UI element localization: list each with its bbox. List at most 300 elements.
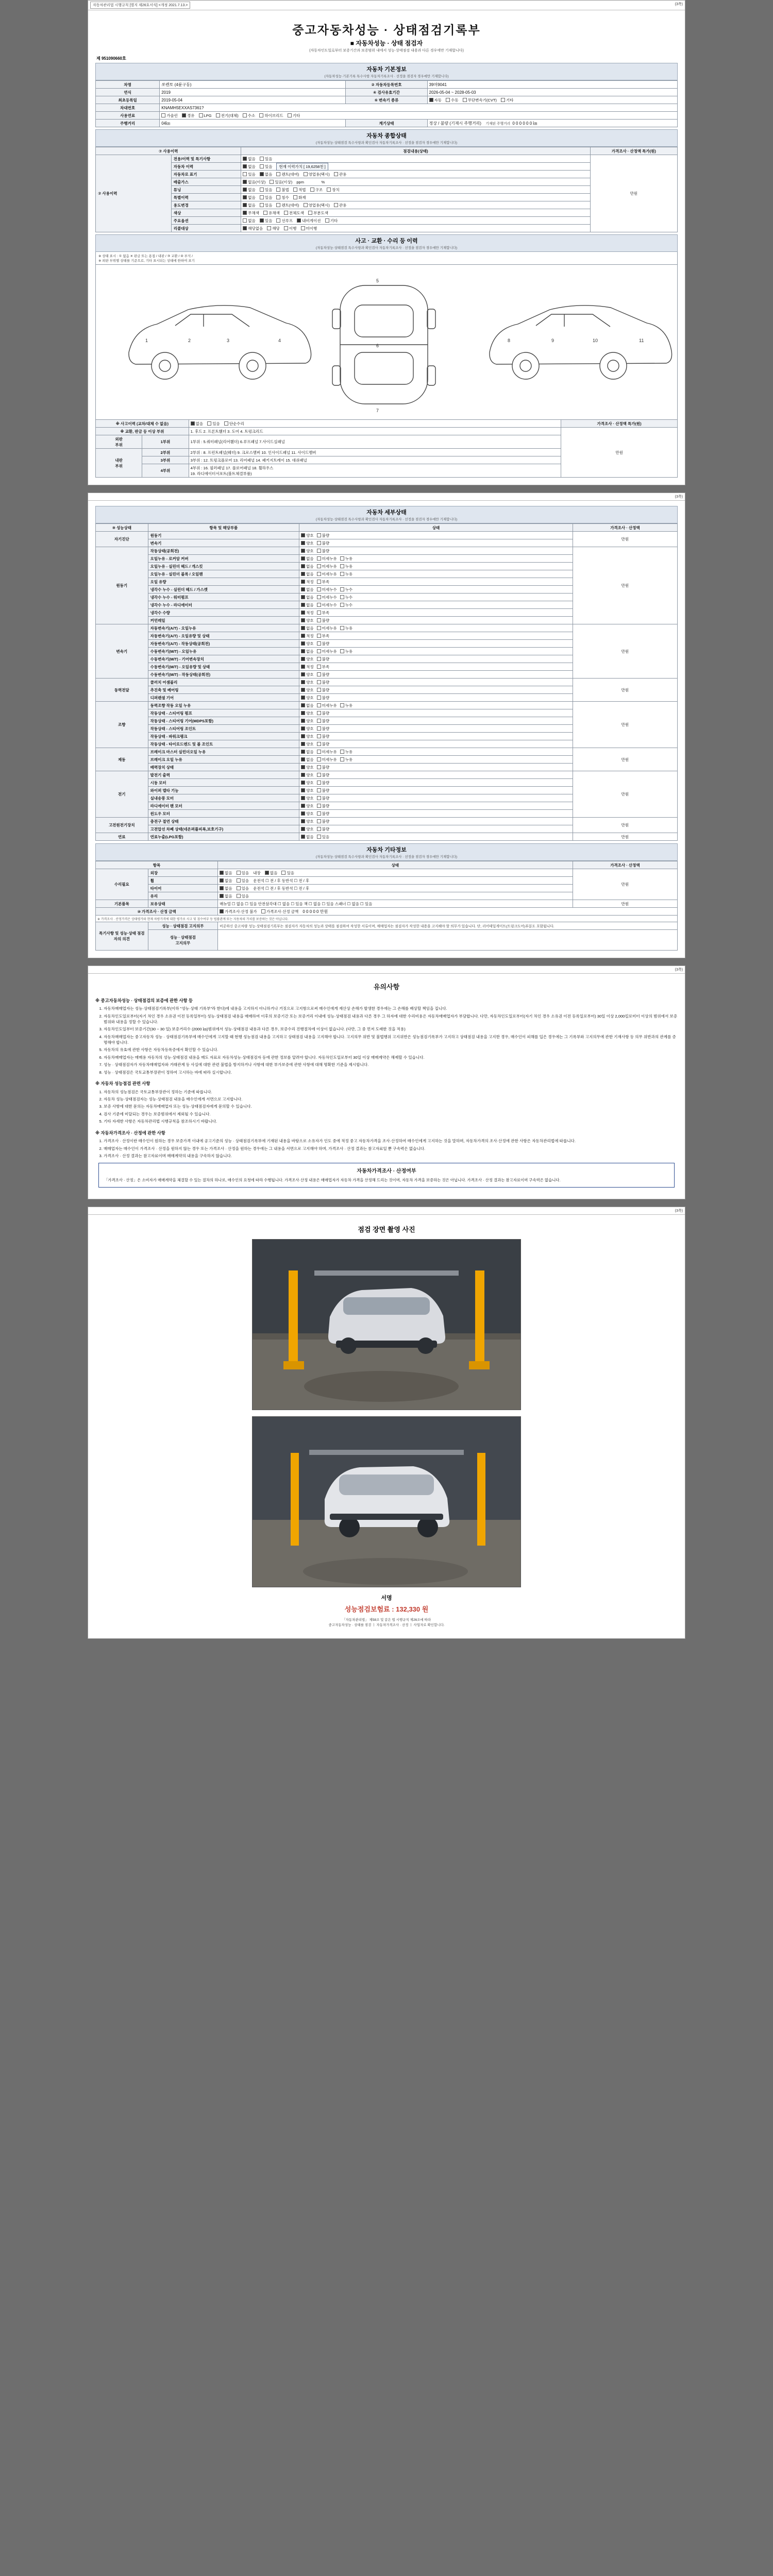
list-item: 3. 보증 사항에 대한 문의는 자동차매매업자 또는 성능·상태점검자에게 문의할 수 있습니다. xyxy=(104,1104,678,1109)
parts-value: 1. 후드 2. 프론트휀더 3. 도어 4. 트렁크리드 xyxy=(189,428,561,435)
state-option-0[interactable]: 양호 xyxy=(301,765,314,770)
row-label-carname: 차명 xyxy=(96,81,160,89)
emission-ng[interactable]: 있음(이상) xyxy=(270,179,292,185)
purpose-rent[interactable]: 렌트(대여) xyxy=(276,202,299,208)
detail-item-label: 연료누출(LPG포함) xyxy=(148,833,299,841)
repair-tire-value xyxy=(218,885,573,892)
state-option-1[interactable]: 불량 xyxy=(317,687,330,693)
row-value-recall xyxy=(241,225,590,232)
state-option-2[interactable]: 누유 xyxy=(340,571,353,577)
state-option-1[interactable]: 불량 xyxy=(317,795,330,801)
ext-none[interactable]: 없음 xyxy=(220,870,232,876)
footer-line-2: 중고자동차성능 · 상태를 점검 ㅣ 자동차가격조사 · 산정 ㅣ 사업자로 확인합니다. xyxy=(328,1623,445,1628)
state-option-0[interactable]: 양호 xyxy=(301,695,314,701)
price-amount: 0 0 0 0 0 만원 xyxy=(303,909,328,914)
tuning-none[interactable]: 없음 xyxy=(243,187,256,193)
row-value-carhistory xyxy=(241,163,590,171)
total-price-note: ※ 가격조사 · 산정가격은 상태평가와 현재 차량가격에 대한 평가로 사고 및 침수여부 등 법률관계 또는 자동차의 가치를 보증하는 것은 아닙니다. xyxy=(96,916,678,922)
state-option-2[interactable]: 누유 xyxy=(340,757,353,762)
state-option-0[interactable]: 양호 xyxy=(301,803,314,809)
carhistory-none[interactable]: 없음 xyxy=(243,164,256,170)
inner-panel-label: 내판 부위 xyxy=(96,449,142,478)
trans-option-auto[interactable]: 자동 xyxy=(429,97,442,103)
list-item: 8. 성능 · 상태점검은 국토교통부장관이 정하여 고시하는 바에 따라 실시합니다. xyxy=(104,1070,678,1075)
accident-none[interactable]: 없음 xyxy=(191,421,204,427)
inner-panel-value3: 3부위 : 12. 트렁크플로어 13. 리어패널 14. 패키지트레이 15. 대쉬패널 xyxy=(189,456,561,464)
state-option-1[interactable]: 불량 xyxy=(317,656,330,662)
state-option-1[interactable]: 부족 xyxy=(317,633,330,639)
usage-rent[interactable]: 렌트(대여) xyxy=(276,172,299,177)
fuel-option-etc[interactable]: 기타 xyxy=(288,113,300,118)
detail-item-state xyxy=(299,601,573,609)
options-etc[interactable]: 기타 xyxy=(325,218,338,224)
state-option-0[interactable]: 없음 xyxy=(301,571,314,577)
state-option-1[interactable]: 불량 xyxy=(317,788,330,793)
ext-yes[interactable]: 있음 xyxy=(237,870,249,876)
detail-item-state xyxy=(299,779,573,787)
usage-none[interactable]: 없음 xyxy=(260,172,273,177)
detail-item-state xyxy=(299,725,573,733)
state-option-2[interactable]: 누유 xyxy=(340,564,353,569)
state-option-1[interactable]: 미세누유 xyxy=(317,749,337,755)
state-option-1[interactable]: 불량 xyxy=(317,695,330,701)
tuning-illegal[interactable]: 불법 xyxy=(276,187,289,193)
tuning-device[interactable]: 장치 xyxy=(327,187,340,193)
options-yes[interactable]: 있음 xyxy=(260,218,273,224)
detail-item-state xyxy=(299,578,573,586)
table-row xyxy=(96,624,678,632)
int-yes[interactable]: 있음 xyxy=(281,870,294,876)
state-option-1[interactable]: 미세누유 xyxy=(317,757,337,762)
state-option-0[interactable]: 없음 xyxy=(301,595,314,600)
state-option-1[interactable]: 미세누수 xyxy=(317,602,337,608)
state-option-2[interactable]: 누수 xyxy=(340,602,353,608)
state-option-0[interactable]: 양호 xyxy=(301,780,314,786)
special-fire[interactable]: 화재 xyxy=(293,195,306,200)
special-none[interactable]: 없음 xyxy=(243,195,256,200)
repair-exterior-label: 외장 xyxy=(148,869,217,877)
tuning-structure[interactable]: 구조 xyxy=(310,187,323,193)
state-option-0[interactable]: 적정 xyxy=(301,633,314,639)
recall-na[interactable]: 해당없음 xyxy=(243,226,263,231)
row-label-color: 색상 xyxy=(171,209,241,217)
detail-group-price: 만원 xyxy=(573,532,677,547)
state-option-1[interactable]: 부족 xyxy=(317,610,330,616)
state-option-0[interactable]: 없음 xyxy=(301,625,314,631)
purpose-taxi[interactable]: 영업용(택시) xyxy=(304,202,330,208)
outer-panel-sub: 1부위 xyxy=(142,435,189,449)
section-band-accident-hint: (자동차성능·상태점검 특수사항과 확인검사 자동차기록조사 · 선정을 점검자 경우에만 기재합니다) xyxy=(315,246,458,250)
outer-panel-label: 외판 부위 xyxy=(96,435,142,449)
state-option-0[interactable]: 양호 xyxy=(301,533,314,538)
accident-history-value xyxy=(189,420,561,428)
detail-item-label: 작동상태 - 타이로드엔드 및 볼 조인트 xyxy=(148,740,299,748)
state-option-1[interactable]: 불량 xyxy=(317,618,330,623)
state-option-0[interactable]: 양호 xyxy=(301,680,314,685)
other-col-state: 상태 xyxy=(218,861,573,869)
state-option-1[interactable]: 미세누유 xyxy=(317,703,337,708)
detail-item-label: 윈도우 모터 xyxy=(148,810,299,818)
detail-item-label: 오일누유 - 실린더 블록 / 오일팬 xyxy=(148,570,299,578)
detail-item-label: 냉각수 누수 - 워터펌프 xyxy=(148,594,299,601)
inspection-photo-2 xyxy=(252,1416,521,1587)
table-row xyxy=(96,96,678,104)
table-row xyxy=(96,930,678,951)
detail-item-state xyxy=(299,740,573,748)
table-header-row xyxy=(96,524,678,532)
detail-item-state xyxy=(299,764,573,771)
section-band-detail: 자동차 세부상태 (자동차성능·상태점검 특수사항과 확인검사 자동차기록조사 · 선정을 점검자 경우에만 기재합니다) xyxy=(95,506,678,523)
detail-item-state xyxy=(299,624,573,632)
detail-item-state xyxy=(299,570,573,578)
carhistory-yes[interactable]: 있음 xyxy=(260,164,273,170)
tire-yes[interactable]: 있음 xyxy=(237,886,249,891)
state-option-0[interactable]: 양호 xyxy=(301,826,314,832)
state-option-1[interactable]: 미세누유 xyxy=(317,625,337,631)
notice-heading-1: ※ 중고자동차성능 · 상태점검의 보증에 관한 사항 등 xyxy=(95,997,193,1003)
row-label-recall: 리콜대상 xyxy=(171,225,241,232)
fuel-option-gasoline[interactable]: 가솔린 xyxy=(161,113,178,118)
footer-line-1: 「자동차관리법」 제58조 및 같은 법 시행규칙 제26조에 따라 xyxy=(342,1618,431,1622)
state-option-1[interactable]: 불량 xyxy=(317,780,330,786)
basic-info-table xyxy=(95,80,678,127)
state-option-1[interactable]: 미세누유 xyxy=(317,564,337,569)
trans-option-cvt[interactable]: 무단변속기(CVT) xyxy=(463,97,497,103)
glass-yes[interactable]: 있음 xyxy=(237,893,249,899)
row-label-vin: 차대번호 xyxy=(96,104,160,112)
detail-group-price: 만원 xyxy=(573,771,677,818)
detail-item-label: 자동변속기(A/T) - 오일유량 및 상태 xyxy=(148,632,299,640)
state-option-2[interactable]: 누유 xyxy=(340,625,353,631)
notice-list-2 xyxy=(104,1089,678,1125)
state-option-1[interactable]: 불량 xyxy=(317,680,330,685)
emission-ok[interactable]: 없음(이상) xyxy=(243,179,265,185)
purpose-yes[interactable]: 있음 xyxy=(260,202,273,208)
state-option-1[interactable]: 미세누유 xyxy=(317,556,337,562)
state-option-2[interactable]: 누유 xyxy=(340,649,353,654)
row-value-tuning xyxy=(241,186,590,194)
state-option-0[interactable]: 적정 xyxy=(301,610,314,616)
state-option-2[interactable]: 누유 xyxy=(340,556,353,562)
state-option-1[interactable]: 미세누수 xyxy=(317,595,337,600)
fuel-option-lpg[interactable]: LPG xyxy=(199,113,212,118)
list-item: 1. 가격조사 · 산정이란 매수인이 원하는 경우 보증가격 이내에 공고기준의 성능 · 상태점검기록부에 기재된 내용을 바탕으로 소유자가 인도 중에 적정 중고 자동차가격을 조사·산정하여 매수인에게 고지하는 것을 말하며, 자동차가격의 조사·산정에 관한 사항은 자동차관리법에 따릅니다. xyxy=(104,1138,678,1144)
detail-item-label: 동력조향 작동 오일 누유 xyxy=(148,702,299,709)
list-item: 2. 자동차 성능·상태점검자는 성능·상태점검 내용을 매수인에게 서면으로 고지합니다. xyxy=(104,1096,678,1102)
svg-text:5: 5 xyxy=(376,278,379,283)
sheet-1 xyxy=(88,0,685,485)
state-option-1[interactable]: 불량 xyxy=(317,533,330,538)
row-label-plate: ② 자동차등록번호 xyxy=(346,81,427,89)
state-option-0[interactable]: 적정 xyxy=(301,579,314,585)
svg-text:2: 2 xyxy=(188,338,191,343)
int-none[interactable]: 없음 xyxy=(265,870,278,876)
sheet1-topbar xyxy=(88,1,685,10)
detail-item-label: 오일 유량 xyxy=(148,578,299,586)
accident-legend-top: ※ 상태 표시 : ① 없음 ✕ 판금 또는 용접 / 내판 / ③ 교환 / ④ 부식 / ※ 외판 부위별 상태를 기준으로, 기타 표시되는 상태에 한하여 표기 xyxy=(95,252,678,265)
inner-panel-value4: 4부위 : 16. 필러패널 17. 플로어패널 18. 휠하우스 19. 라디에이터서포트(볼트체결부품) xyxy=(189,464,561,478)
detail-item-state xyxy=(299,539,573,547)
detail-item-label: 고전압선 차폐 상태(네온퍼플피복,보호기구) xyxy=(148,825,299,833)
accident-history-label: ※ 사고이력 (교차/대체 수 없음) xyxy=(96,420,189,428)
options-navigation[interactable]: 내비게이션 xyxy=(297,218,321,224)
state-option-0[interactable]: 양호 xyxy=(301,734,314,739)
usage-taxi[interactable]: 영업용(택시) xyxy=(304,172,330,177)
purpose-none[interactable]: 없음 xyxy=(243,202,256,208)
detail-item-state xyxy=(299,555,573,563)
state-option-1[interactable]: 미세누유 xyxy=(317,571,337,577)
recall-notdone[interactable]: 미이행 xyxy=(301,226,317,231)
section-band-basic-hint: (자동차성능·기본기록 특수사항 자동차기록조사 · 선정을 점검자 경우에만 기재합니다) xyxy=(324,75,449,78)
special-note-text: 비공하신 중고차량 성능·상태점검기록부는 점검자가 자동차의 성능과 상태를 점검하여 작성한 서류이며, 매매업자는 점검자가 작성한 내용을 고지해야 할 의무가 있습니다. 단, 리어테일게이트(트렁크도어)부분도 포함됩니다. xyxy=(218,922,678,930)
color-chromatic[interactable]: 유채색 xyxy=(263,210,280,216)
options-sunroof[interactable]: 선루프 xyxy=(276,218,293,224)
state-option-1[interactable]: 불량 xyxy=(317,710,330,716)
state-option-0[interactable]: 없음 xyxy=(301,587,314,592)
sheet3-topbar xyxy=(88,966,685,974)
row-value-options xyxy=(241,217,590,225)
table-row xyxy=(96,104,678,112)
detail-group-price: 만원 xyxy=(573,702,677,748)
state-option-1[interactable]: 미세누유 xyxy=(317,649,337,654)
state-option-0[interactable]: 양호 xyxy=(301,718,314,724)
state-option-1[interactable]: 불량 xyxy=(317,803,330,809)
state-option-1[interactable]: 불량 xyxy=(317,772,330,778)
state-option-0[interactable]: 없음 xyxy=(301,649,314,654)
photo-2-svg xyxy=(253,1417,520,1587)
emission-ppm: ppm xyxy=(296,179,304,184)
tuning-yes[interactable]: 있음 xyxy=(260,187,273,193)
state-option-1[interactable]: 불량 xyxy=(317,548,330,554)
state-option-1[interactable]: 불량 xyxy=(317,819,330,824)
state-option-1[interactable]: 불량 xyxy=(317,672,330,677)
table-row xyxy=(96,532,678,539)
history-none[interactable]: 없음 xyxy=(243,156,256,162)
state-option-1[interactable]: 있음 xyxy=(317,834,330,840)
color-achromatic[interactable]: 무채색 xyxy=(243,210,259,216)
repair-wheel-label: 휠 xyxy=(148,877,217,885)
wheel-none[interactable]: 없음 xyxy=(220,878,232,884)
row-label-purpose: 용도변경 xyxy=(171,201,241,209)
fuel-option-electric[interactable]: 전기(대체) xyxy=(216,113,239,118)
list-item: 1. 자동차매매업자는 성능·상태점검기록부(이하 "성능·상태 기록부"라 한다)에 내용을 고지하지 아니하거나 거짓으로 고지함으로써 매수인에게 재산상 손해가 발생한 경우에는 그 손해를 배상할 책임을 집니다. xyxy=(104,1006,678,1011)
state-option-0[interactable]: 없음 xyxy=(301,749,314,755)
state-option-0[interactable]: 양호 xyxy=(301,788,314,793)
fuel-option-hybrid[interactable]: 하이브리드 xyxy=(259,113,283,118)
row-value-emission xyxy=(241,178,590,186)
state-option-0[interactable]: 양호 xyxy=(301,741,314,747)
svg-text:9: 9 xyxy=(551,338,554,343)
state-option-1[interactable]: 불량 xyxy=(317,540,330,546)
basic-items-group: 기본품목 xyxy=(96,900,148,908)
svg-text:6: 6 xyxy=(376,343,379,348)
table-row xyxy=(96,679,678,686)
svg-text:7: 7 xyxy=(376,408,379,413)
state-option-0[interactable]: 적정 xyxy=(301,664,314,670)
state-option-1[interactable]: 불량 xyxy=(317,718,330,724)
table-row xyxy=(96,900,678,908)
state-option-0[interactable]: 없음 xyxy=(301,556,314,562)
state-option-2[interactable]: 누수 xyxy=(340,595,353,600)
detail-group-0: 자기진단 xyxy=(96,532,148,547)
tire-none[interactable]: 없음 xyxy=(220,886,232,891)
notice-list-1 xyxy=(104,1006,678,1075)
wheel-yes[interactable]: 있음 xyxy=(237,878,249,884)
detail-item-label: 오일누유 - 실린더 헤드 / 개스킷 xyxy=(148,563,299,570)
detail-item-label: 브레이크 마스터 실린더오일 누유 xyxy=(148,748,299,756)
price-unavailable[interactable]: 가격조사·산정 불가 xyxy=(220,909,257,914)
table-row xyxy=(96,420,678,428)
signature-title: 서명 xyxy=(381,1595,392,1602)
detail-item-label: 수동변속기(M/T) - 작동상태(공회전) xyxy=(148,671,299,679)
list-item: 5. 기타 자세한 사항은 자동차관리법 시행규칙을 참조하시기 바랍니다. xyxy=(104,1118,678,1124)
repair-wheel-value xyxy=(218,877,573,885)
fuel-option-hydrogen[interactable]: 수소 xyxy=(243,113,256,118)
recall-done[interactable]: 이행 xyxy=(284,226,297,231)
color-partial-paint[interactable]: 부분도색 xyxy=(308,210,328,216)
state-option-0[interactable]: 양호 xyxy=(301,710,314,716)
detail-group-price: 만원 xyxy=(573,818,677,833)
detail-item-label: 냉각수 누수 - 라디에이터 xyxy=(148,601,299,609)
accident-price-head: 가격조사 · 산정액 특가(원) xyxy=(561,420,678,428)
state-option-1[interactable]: 미세누수 xyxy=(317,587,337,592)
price-available[interactable]: 가격조사·산정 금액 xyxy=(261,909,299,914)
form-reference: 자동차관리법 시행규칙 [별지 제26호서식] <개정 2021.7.13.> xyxy=(90,2,190,9)
trans-option-etc[interactable]: 기타 xyxy=(501,97,514,103)
state-option-0[interactable]: 없음 xyxy=(301,757,314,762)
state-option-1[interactable]: 불량 xyxy=(317,641,330,647)
detail-group-6: 전기 xyxy=(96,771,148,818)
state-option-0[interactable]: 양호 xyxy=(301,548,314,554)
state-option-0[interactable]: 양호 xyxy=(301,672,314,677)
col-head-price: 가격조사 · 산정액 특가(원) xyxy=(590,147,677,155)
detail-item-label: 냉각수 수량 xyxy=(148,609,299,617)
special-flood[interactable]: 침수 xyxy=(276,195,289,200)
parts-label: ※ 교환, 판금 등 이상 부위 xyxy=(96,428,189,435)
row-label-carhistory: 자동차 이력 xyxy=(171,163,241,171)
state-option-0[interactable]: 양호 xyxy=(301,687,314,693)
state-option-0[interactable]: 없음 xyxy=(301,703,314,708)
detail-item-state xyxy=(299,679,573,686)
svg-text:10: 10 xyxy=(593,338,598,343)
state-option-0[interactable]: 양호 xyxy=(301,726,314,732)
page-number-2: (3쪽) xyxy=(675,495,683,499)
detail-item-state xyxy=(299,794,573,802)
detail-item-state xyxy=(299,818,573,825)
state-option-1[interactable]: 불량 xyxy=(317,826,330,832)
state-option-0[interactable]: 양호 xyxy=(301,540,314,546)
state-option-1[interactable]: 불량 xyxy=(317,726,330,732)
state-option-0[interactable]: 양호 xyxy=(301,819,314,824)
state-option-1[interactable]: 부족 xyxy=(317,579,330,585)
detail-item-state xyxy=(299,632,573,640)
detail-item-state xyxy=(299,547,573,555)
detail-item-state xyxy=(299,617,573,624)
row-label-firstreg: 최초등록일 xyxy=(96,96,160,104)
state-option-1[interactable]: 불량 xyxy=(317,741,330,747)
detail-item-state xyxy=(299,756,573,764)
col-head-detail: 점검내용(상태) xyxy=(241,147,590,155)
state-option-0[interactable]: 없음 xyxy=(301,834,314,840)
state-option-0[interactable]: 양호 xyxy=(301,618,314,623)
state-option-0[interactable]: 없음 xyxy=(301,564,314,569)
detail-item-state xyxy=(299,686,573,694)
detail-item-state xyxy=(299,655,573,663)
notice-list-3 xyxy=(104,1138,678,1159)
list-item: 6. 자동차매매업자는 매매용 자동차의 성능·상태점검 내용을 매도 자료로 자동차성능·상태점검자 등에 관한 정보를 알려야 합니다. 자동차인도일로부터 30일 이상 매매계약은 해제할 수 있습니다. xyxy=(104,1055,678,1060)
special-yes[interactable]: 있음 xyxy=(260,195,273,200)
detail-item-label: 수동변속기(M/T) - 오일누유 xyxy=(148,648,299,655)
state-option-0[interactable]: 양호 xyxy=(301,795,314,801)
total-price-label: ⑩ 가격조사 · 산정 금액 xyxy=(96,908,218,916)
detail-group-price: 만원 xyxy=(573,748,677,771)
recall-yes[interactable]: 해당 xyxy=(267,226,280,231)
state-option-1[interactable]: 불량 xyxy=(317,765,330,770)
state-option-0[interactable]: 양호 xyxy=(301,641,314,647)
accident-simple[interactable]: 단순수리 xyxy=(224,421,244,427)
detail-item-state xyxy=(299,825,573,833)
fuel-option-diesel[interactable]: 경유 xyxy=(182,113,195,118)
row-label-inspection: ④ 검사유효기간 xyxy=(346,89,427,96)
state-option-2[interactable]: 누유 xyxy=(340,749,353,755)
outer-panel-value: 1부위 : 5.쿼터패널(리어휀더) 6.루프패널 7.사이드실패널 xyxy=(189,435,561,449)
trans-option-manual[interactable]: 수동 xyxy=(446,97,459,103)
sheet-4 xyxy=(88,1207,685,1639)
state-option-1[interactable]: 불량 xyxy=(317,734,330,739)
row-label-mileage: 주행거리 xyxy=(96,120,160,127)
usage-yes[interactable]: 있음 xyxy=(243,172,256,177)
detail-item-state xyxy=(299,563,573,570)
table-row xyxy=(96,916,678,922)
state-option-2[interactable]: 누수 xyxy=(340,587,353,592)
detail-group-price: 만원 xyxy=(573,833,677,841)
color-full-paint[interactable]: 전체도색 xyxy=(284,210,304,216)
glass-none[interactable]: 없음 xyxy=(220,893,232,899)
history-yes[interactable]: 있음 xyxy=(260,156,273,162)
detail-group-5: 제동 xyxy=(96,748,148,771)
row-value-year: 2019 xyxy=(160,89,346,96)
state-option-0[interactable]: 없음 xyxy=(301,602,314,608)
state-option-0[interactable]: 양호 xyxy=(301,656,314,662)
detail-item-label: 수동변속기(M/T) - 기어변속장치 xyxy=(148,655,299,663)
detail-item-state xyxy=(299,640,573,648)
accident-yes[interactable]: 있음 xyxy=(207,421,220,427)
state-option-1[interactable]: 불량 xyxy=(317,811,330,817)
guarantee-box xyxy=(98,1163,675,1188)
list-item: 4. 검사 기준에 미달되는 경우는 보증범위에서 제외될 수 있습니다. xyxy=(104,1111,678,1117)
detail-item-label: 시동 모터 xyxy=(148,779,299,787)
tuning-legal[interactable]: 적법 xyxy=(293,187,306,193)
detail-item-label: 변속기 xyxy=(148,539,299,547)
notice-title: 유의사항 xyxy=(373,983,400,991)
basic-items-price: 만원 xyxy=(573,900,677,908)
page-title: 중고자동차성능 · 상태점검기록부 xyxy=(292,23,481,37)
options-none[interactable]: 없음 xyxy=(243,218,256,224)
detail-item-state xyxy=(299,771,573,779)
detail-item-label: 클러치 어셈블리 xyxy=(148,679,299,686)
usage-gov[interactable]: 관용 xyxy=(334,172,347,177)
overall-price-cell: 만원 xyxy=(590,155,677,232)
state-option-0[interactable]: 양호 xyxy=(301,811,314,817)
state-option-1[interactable]: 부족 xyxy=(317,664,330,670)
table-row xyxy=(96,771,678,779)
svg-text:4: 4 xyxy=(278,338,281,343)
state-option-0[interactable]: 양호 xyxy=(301,772,314,778)
state-option-2[interactable]: 누유 xyxy=(340,703,353,708)
notice-heading-3: ※ 자동차가격조사 · 산정에 관한 사항 xyxy=(95,1130,165,1136)
page-subtitle: ■ 자동차성능 · 상태 점검자 xyxy=(350,40,423,47)
purpose-gov[interactable]: 관용 xyxy=(334,202,347,208)
